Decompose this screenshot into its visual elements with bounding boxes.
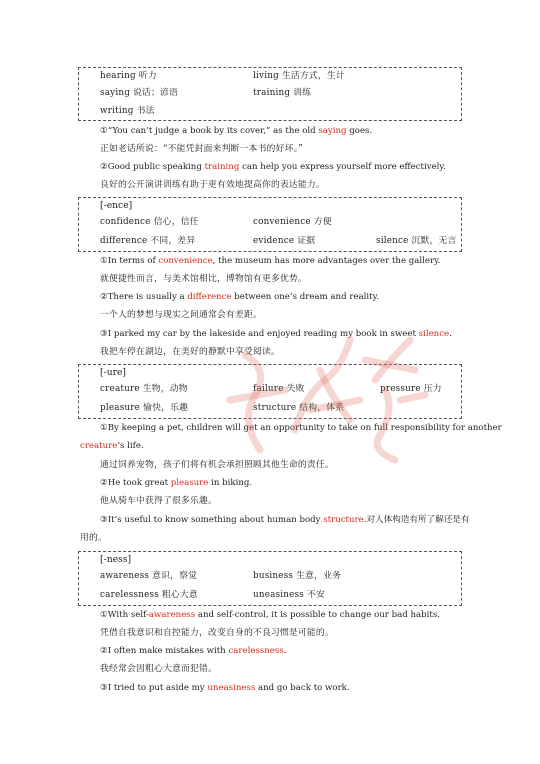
box-cell: saying 说话；谚语 — [100, 88, 179, 98]
box-cell: pressure 压力 — [380, 384, 442, 394]
example-sentence: ①“You can’t judge a book by its cover,” as the old saying goes. — [100, 126, 373, 136]
box-cell: uneasiness 不安 — [253, 590, 326, 600]
suffix-header: [-ure] — [100, 367, 127, 378]
box-cell: convenience 方便 — [253, 217, 332, 227]
example-sentence: ③It’s useful to know something about human body structure.对人体构造有所了解还是有 — [100, 515, 470, 525]
example-translation: 就便捷性而言，与美术馆相比，博物馆有更多优势。 — [100, 274, 307, 284]
example-sentence: creature’s life. — [80, 441, 144, 451]
example-translation: 良好的公开演讲训练有助于更有效地提高你的表达能力。 — [100, 180, 325, 190]
example-sentence: ③I tried to put aside my uneasiness and go back to work. — [100, 683, 350, 693]
example-translation: 凭借自我意识和自控能力，改变自身的不良习惯是可能的。 — [100, 628, 334, 638]
box-cell: failure 失败 — [253, 384, 305, 394]
example-translation: 用的。 — [80, 533, 107, 543]
box-cell: carelessness 粗心大意 — [100, 590, 198, 600]
example-sentence: ②He took great pleasure in biking. — [100, 478, 253, 488]
box-cell: difference 不同，差异 — [100, 236, 196, 246]
box-cell: hearing 听力 — [100, 71, 157, 81]
example-translation: 他从骑车中获得了很多乐趣。 — [100, 496, 217, 506]
box-cell: pleasure 愉快，乐趣 — [100, 403, 189, 413]
box-cell: creature 生物，动物 — [100, 384, 188, 394]
box-cell: silence 沉默，无言 — [376, 236, 457, 246]
suffix-header: [-ness] — [100, 554, 132, 565]
box-cell: living 生活方式，生计 — [253, 71, 345, 81]
suffix-header: [-ence] — [100, 200, 133, 211]
example-sentence: ②Good public speaking training can help you express yourself more effectively. — [100, 162, 446, 172]
box-cell: awareness 意识，察觉 — [100, 571, 198, 581]
example-translation: 我把车停在湖边，在美好的静默中享受阅读。 — [100, 347, 280, 357]
example-sentence: ①In terms of convenience, the museum has more advantages over the gallery. — [100, 256, 441, 266]
example-translation: 通过饲养宠物，孩子们将有机会承担照顾其他生命的责任。 — [100, 460, 334, 470]
example-sentence: ②I often make mistakes with carelessness. — [100, 646, 287, 656]
box-cell: evidence 证据 — [253, 236, 316, 246]
example-sentence: ①By keeping a pet, children will get an opportunity to take on full responsibility for another — [100, 423, 502, 433]
example-translation: 一个人的梦想与现实之间通常会有差距。 — [100, 310, 262, 320]
example-sentence: ①With self-awareness and self-control, it is possible to change our bad habits. — [100, 610, 440, 620]
box-cell: structure 结构，体系 — [253, 403, 345, 413]
example-translation: 正如老话所说：“不能凭封面来判断一本书的好坏。” — [100, 144, 303, 154]
box-cell: business 生意，业务 — [253, 571, 342, 581]
box-cell: writing 书法 — [100, 106, 155, 116]
example-sentence: ③I parked my car by the lakeside and enjoyed reading my book in sweet silence. — [100, 329, 452, 339]
box-cell: training 训练 — [253, 88, 312, 98]
example-translation: 我经常会因粗心大意而犯错。 — [100, 664, 217, 674]
example-sentence: ②There is usually a difference between one’s dream and reality. — [100, 292, 380, 302]
box-cell: confidence 信心，信任 — [100, 217, 199, 227]
